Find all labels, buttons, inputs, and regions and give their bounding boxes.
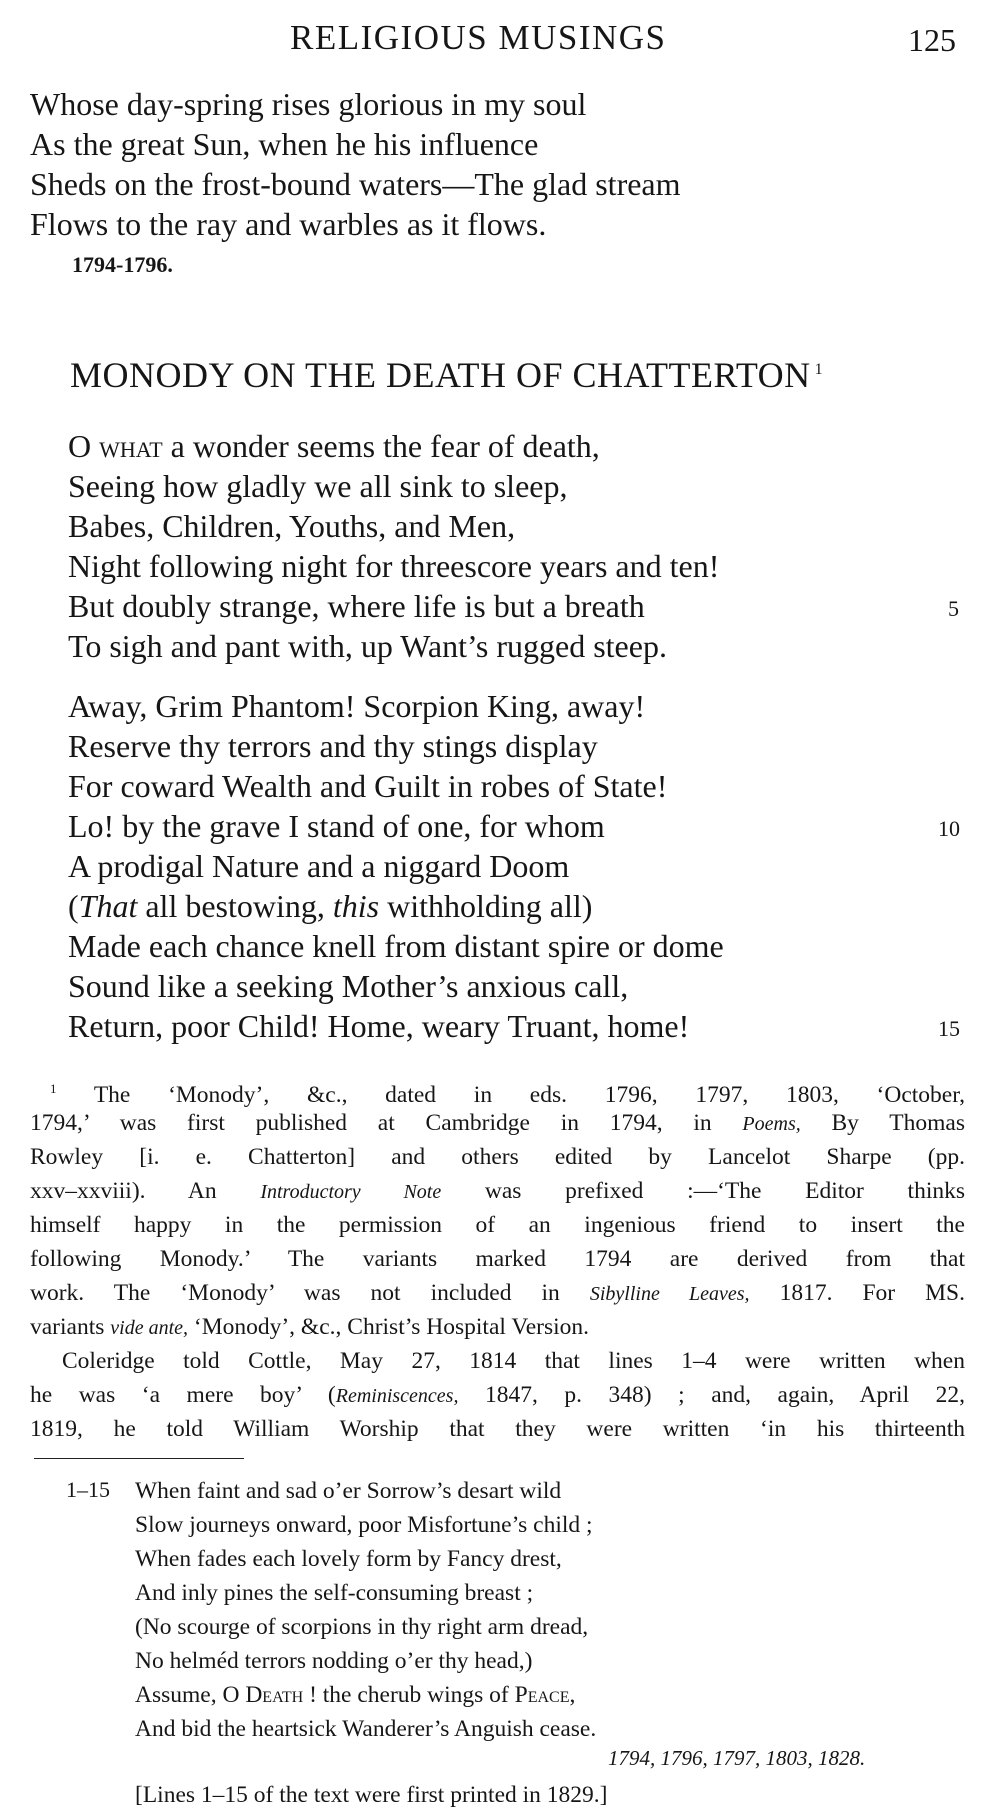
footnote-text: 1794,’ was first published at Cambridge in 1794, in [30, 1110, 743, 1136]
variant-line-range: 1–15 [66, 1477, 110, 1502]
line-number: 10 [938, 816, 960, 841]
editorial-note: [Lines 1–15 of the text were first printed in 1829.] [135, 1782, 608, 1808]
italic-title: Poems, [742, 1113, 801, 1135]
footnote-text: By Thomas [800, 1110, 965, 1136]
verse-line: Away, Grim Phantom! Scorpion King, away! [68, 688, 646, 724]
italic-phrase: vide ante, [110, 1317, 189, 1339]
footnote-line: himself happy in the permission of an ingenious friend to insert the [30, 1212, 965, 1238]
verse-line: For coward Wealth and Guilt in robes of State! [68, 768, 668, 804]
footnote-line [30, 1174, 965, 1209]
running-head-title: RELIGIOUS MUSINGS [290, 18, 667, 57]
variant-line: And bid the heartsick Wanderer’s Anguish cease. [135, 1716, 597, 1742]
footnote-text: 1847, p. 348) ; and, again, April 22, [458, 1382, 966, 1408]
footnote-line: 1819, he told William Worship that they were written ‘in his thirteenth [30, 1416, 965, 1442]
line-text: a wonder seems the fear of death, [162, 428, 600, 464]
footnote-text: he was ‘a mere boy’ ( [30, 1382, 336, 1408]
variant-line: When faint and sad o’er Sorrow’s desart wild [135, 1478, 562, 1504]
footnote-line: Coleridge told Cottle, May 27, 1814 that lines 1–4 were written when [62, 1348, 965, 1374]
variant-text: ! the cherub wings of [303, 1682, 515, 1708]
verse-line: Made each chance knell from distant spire or dome [68, 928, 724, 964]
footnote-text: ‘Monody’, &c., Christ’s Hospital Version. [188, 1314, 590, 1340]
verse-line: Return, poor Child! Home, weary Truant, home! [68, 1008, 690, 1044]
verse-line: Whose day-spring rises glorious in my soul [30, 86, 587, 122]
verse-line: As the great Sun, when he his influence [30, 126, 539, 162]
variant-line: And inly pines the self-consuming breast ; [135, 1580, 534, 1606]
italic-title: Introductory Note [260, 1181, 442, 1203]
variant-text: Assume, O [135, 1682, 246, 1708]
variant-line [135, 1678, 575, 1712]
footnote-line [30, 1310, 965, 1345]
verse-line: A prodigal Nature and a niggard Doom [68, 848, 570, 884]
emphasis-this: this [332, 888, 380, 924]
poem-title [70, 354, 823, 396]
verse-line: To sigh and pant with, up Want’s rugged steep. [68, 628, 667, 664]
opening-words: O what [68, 428, 163, 464]
footnote-line [30, 1276, 965, 1311]
footnote-line [30, 1106, 965, 1141]
footnote-text: work. The ‘Monody’ was not included in [30, 1280, 590, 1306]
verse-line: Sheds on the frost-bound waters—The glad stream [30, 166, 681, 202]
footnote-line [30, 1378, 965, 1413]
line-text: withholding all) [379, 888, 593, 924]
emphasis-that: That [78, 888, 138, 924]
line-text: all bestowing, [137, 888, 333, 924]
verse-line: Lo! by the grave I stand of one, for whom [68, 808, 605, 844]
line-number: 5 [948, 596, 959, 621]
variant-line: Slow journeys onward, poor Misfortune’s child ; [135, 1512, 593, 1538]
line-text: ( [68, 888, 79, 924]
footnote-text: The ‘Monody’, &c., dated in eds. 1796, 1797, 1803, ‘October, [93, 1081, 966, 1108]
smallcaps-word: Death [245, 1682, 304, 1708]
smallcaps-word: Peace [514, 1682, 570, 1708]
variant-line: No helméd terrors nodding o’er thy head,) [135, 1648, 533, 1674]
variant-line: When fades each lovely form by Fancy drest, [135, 1546, 562, 1572]
footnote-divider [34, 1458, 244, 1459]
variant-dates: 1794, 1796, 1797, 1803, 1828. [608, 1746, 866, 1770]
verse-line [68, 886, 592, 926]
footnote-text: was prefixed :—‘The Editor thinks [441, 1178, 966, 1204]
verse-line: Night following night for threescore years and ten! [68, 548, 720, 584]
footnote-text: variants [30, 1314, 111, 1340]
variant-line: (No scourge of scorpions in thy right arm dread, [135, 1614, 589, 1640]
verse-line: Babes, Children, Youths, and Men, [68, 508, 516, 544]
italic-title: Sibylline Leaves, [589, 1283, 750, 1305]
footnote-text: 1817. For MS. [749, 1280, 965, 1306]
verse-line: But doubly strange, where life is but a breath [68, 588, 645, 624]
verse-line: Sound like a seeking Mother’s anxious call, [68, 968, 629, 1004]
verse-line: Flows to the ray and warbles as it flows. [30, 206, 547, 242]
line-number: 15 [938, 1016, 960, 1041]
verse-line: Reserve thy terrors and thy stings display [68, 728, 598, 764]
poem-title-text: MONODY ON THE DEATH OF CHATTERTON [70, 355, 811, 395]
page-number: 125 [908, 22, 956, 58]
footnote-marker: 1 [50, 1081, 57, 1096]
footnote-text: xxv–xxviii). An [30, 1178, 261, 1204]
composition-date: 1794-1796. [72, 252, 173, 277]
footnote-line: Rowley [i. e. Chatterton] and others edited by Lancelot Sharpe (pp. [30, 1144, 965, 1170]
footnote-line: following Monody.’ The variants marked 1794 are derived from that [30, 1246, 965, 1272]
italic-title: Reminiscences, [335, 1385, 459, 1407]
footnote-ref: 1 [814, 361, 824, 378]
verse-line: Seeing how gladly we all sink to sleep, [68, 468, 568, 504]
variant-text: , [569, 1682, 576, 1708]
verse-line [68, 426, 600, 466]
